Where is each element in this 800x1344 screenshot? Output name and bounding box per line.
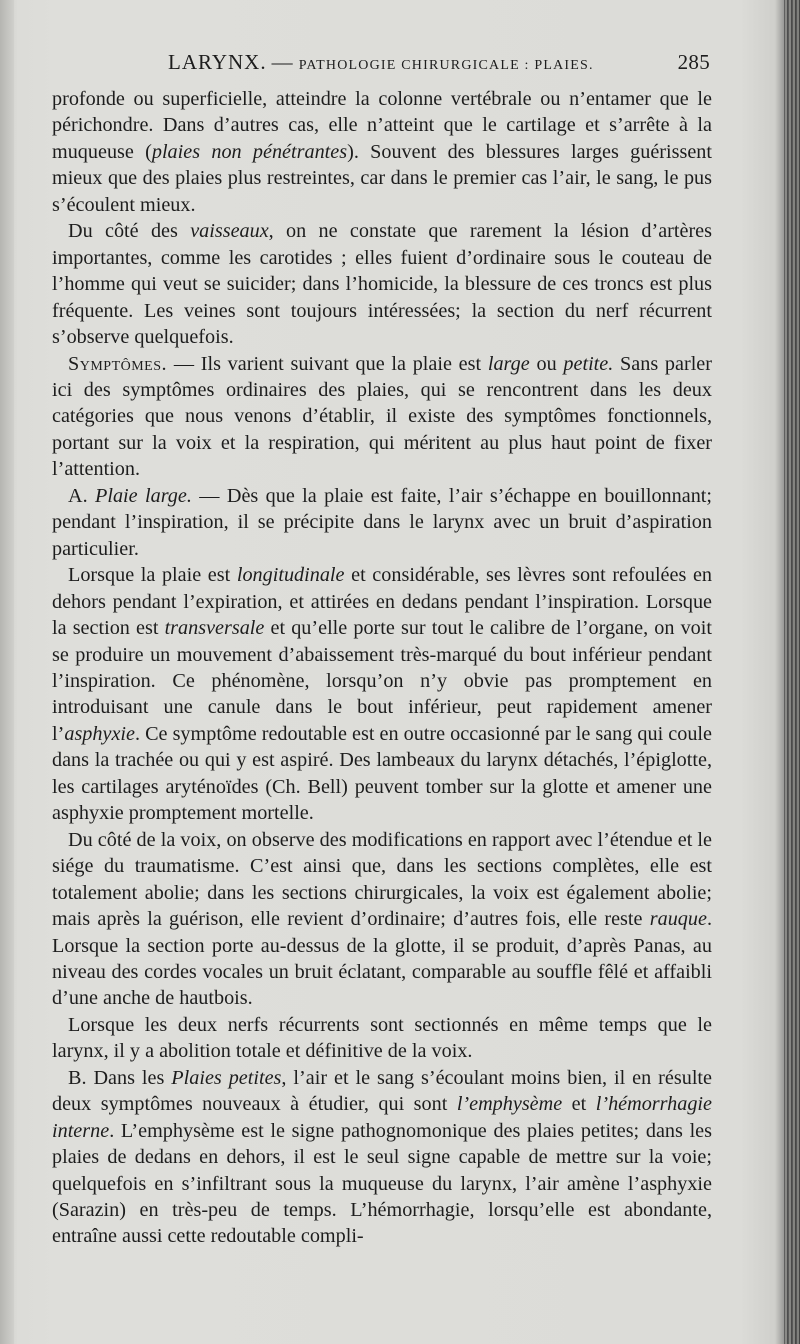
paragraph (52, 1012, 712, 1065)
running-header (52, 50, 712, 80)
paragraph (52, 351, 712, 483)
text-run: A. (68, 484, 96, 507)
italic-run: l’emphysème (456, 1093, 563, 1116)
paragraph (52, 562, 712, 827)
text-run: . L’emphysème est le signe pathognomonique des plaies petites; dans les plaies de dedans en dehors, il est le seul signe capable de mettre sur la voie; quelquefois en s’infiltrant sous la muqueuse du larynx, l’air amène l’asphyxie (Sarazin) en très-peu de temps. L’hémorrhagie, lorsqu’elle est abondante, entraîne aussi cette redoutable compli- (52, 1119, 712, 1248)
body-text (52, 86, 712, 1250)
text-run: Du côté des (68, 220, 191, 243)
book-gutter (0, 0, 14, 1344)
italic-run: longitudinale (236, 564, 345, 587)
italic-run: large (487, 352, 530, 375)
text-run: , l’air et le sang s’écoulant moins bien, il en résulte deux symptômes nouveaux à étudier, qui sont (52, 1066, 712, 1116)
paragraph (52, 483, 712, 562)
text-run: et qu’elle porte sur tout le calibre de l’organe, on voit se produire un mouvement d’abaissement très-marqué du bout inférieur pendant l’inspiration. Ce phénomène, lorsqu’on n’y obvie pas promptement en introduisant une canule dans le bout inférieur, peut rapidement amener l’ (52, 617, 712, 745)
page-edge-stack (784, 0, 800, 1344)
header-title: LARYNX. (168, 50, 267, 74)
italic-run: l’hémorrhagie interne (52, 1093, 712, 1142)
italic-run: Plaie large. (95, 484, 192, 507)
text-run: Sans parler ici des symptômes ordinaires des plaies, qui se rencontrent dans les deux catégories que nous venons d’établir, il existe des symptômes fonctionnels, portant sur la voix et la respiration, qui méritent au plus haut point de fixer l’attention. (52, 352, 712, 481)
text-run: B. Dans les (68, 1066, 172, 1089)
text-run: ). Souvent des blessures larges guérissent mieux que des plaies plus restreintes, car dans le premier cas l’air, le sang, le pus s’écoulent mieux. (52, 140, 712, 216)
text-run: — Ils varient suivant que la plaie est (167, 352, 488, 375)
italic-run: petite. (563, 352, 614, 375)
italic-run: vaisseaux (190, 220, 269, 243)
italic-run: transversale (164, 617, 265, 640)
section-heading: Symptômes. (68, 352, 168, 375)
text-run: Lorsque la plaie est (68, 564, 237, 587)
text-run: , on ne constate que rarement la lésion d’artères importantes, comme les carotides ; elles fuient d’ordinaire sous le couteau de l’homme qui veut se suicider; dans l’homicide, la blessure de ces troncs est plus fréquente. Les veines sont toujours intéressées; la section du nerf récurrent s’observe quelquefois. (52, 220, 712, 349)
text-run: . Ce symptôme redoutable est en outre occasionné par le sang qui coule dans la trachée ou qui y est aspiré. Des lambeaux du larynx détachés, l’épiglotte, les cartilages aryténoïdes (Ch. Bell) peuvent tomber sur la glotte et amener une asphyxie promptement mortelle. (52, 722, 712, 825)
paragraph (52, 86, 712, 218)
italic-run: Plaies petites (171, 1066, 282, 1089)
text-run: Lorsque les deux nerfs récurrents sont sectionnés en même temps que le larynx, il y a abolition totale et définitive de la voix. (52, 1013, 712, 1063)
text-run: ou (529, 352, 564, 375)
text-run: Du côté de la voix, on observe des modifications en rapport avec l’étendue et le siége du traumatisme. C’est ainsi que, dans les sections complètes, elle est totalement abolie; dans les sections chirurgicales, la voix est également abolie; mais après la guérison, elle revient d’ordinaire; d’autres fois, elle reste (52, 828, 712, 931)
italic-run: rauque (649, 908, 707, 931)
text-run: et (562, 1093, 596, 1116)
header-dash: — (271, 50, 294, 74)
paragraph (52, 1065, 712, 1250)
running-title (168, 50, 594, 75)
text-run: profonde ou superficielle, atteindre la colonne vertébrale ou n’entamer que le périchondre. Dans d’autres cas, elle n’atteint que le cartilage et s’arrête à la muqueuse ( (52, 88, 712, 163)
italic-run: asphyxie (64, 722, 135, 745)
paragraph (52, 218, 712, 350)
paragraph (52, 827, 712, 1012)
italic-run: plaies non pénétrantes (151, 140, 348, 163)
text-run: . Lorsque la section porte au-dessus de la glotte, il se produit, d’après Panas, au niveau des cordes vocales un bruit éclatant, comparable au souffle fêlé et affaibli d’une anche de hautbois. (52, 908, 712, 1010)
text-run: et considérable, ses lèvres sont refoulées en dehors pendant l’expiration, et attirées en dedans pendant l’inspiration. Lorsque la section est (52, 564, 712, 640)
header-subtitle: PATHOLOGIE CHIRURGICALE : PLAIES. (298, 58, 594, 73)
text-run: — Dès que la plaie est faite, l’air s’échappe en bouillonnant; pendant l’inspiration, il se précipite dans le larynx avec un bruit d’aspiration particulier. (52, 484, 713, 560)
page-number: 285 (677, 50, 710, 74)
